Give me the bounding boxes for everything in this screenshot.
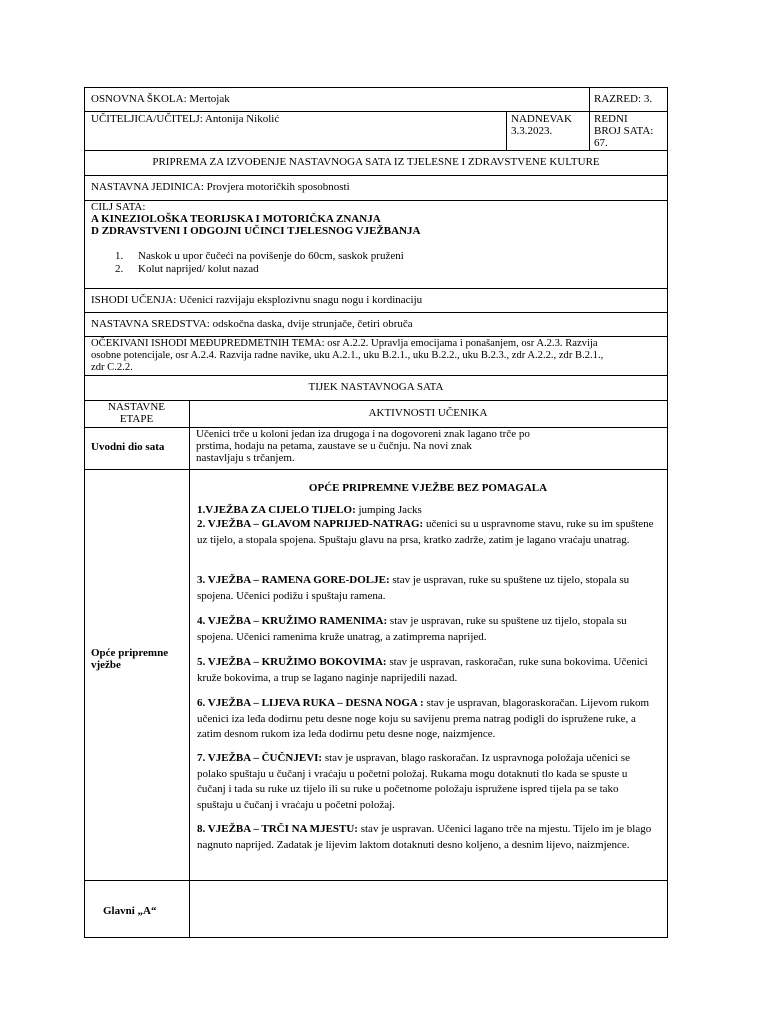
exercise-3-title: 3. VJEŽBA – RAMENA GORE-DOLJE: [197,574,390,586]
unit-label: NASTAVNA JEDINICA: [91,181,204,193]
page-title: PRIPREMA ZA IZVOĐENJE NASTAVNOGA SATA IZ TJELESNE I ZDRAVSTVENE KULTURE [152,156,600,168]
school-line [91,93,230,106]
exercise-4-title: 4. VJEŽBA – KRUŽIMO RAMENIMA: [197,615,388,627]
intro-line-1: Učenici trče u koloni jedan iza drugoga i na dogovoreni znak lagano trče po [196,428,530,440]
col-divider-stage [189,400,190,938]
cross-line-3: zdr C.2.2. [91,362,133,373]
outcomes-value: Učenici razvijaju eksplozivnu snagu nogu i kordinaciju [179,294,423,306]
intro-stage: Uvodni dio sata [91,441,165,453]
lesson-no-label-2: BROJ SATA: [594,125,654,137]
goal-item-2-num: 2. [115,263,124,275]
goal-item-1-text: Naskok u upor čučeći na povišenje do 60cm, saskok pruženi [138,250,404,262]
date-label: NADNEVAK [511,113,572,125]
exercise-8 [197,822,657,853]
school-label: OSNOVNA ŠKOLA: [91,93,187,105]
goal-item-2-text: Kolut naprijed/ kolut nazad [138,263,259,275]
exercise-2-text: učenici su u uspravnome stavu, ruke su im spuštene uz tijelo, a stopala spojena. Spuštaju glavu na prsa, kratko zadrže, zatim je lagano vraćaju unatrag. [197,518,654,546]
table-top-border [84,87,668,88]
exercise-2 [197,517,657,548]
row-divider [84,288,668,289]
row-divider [84,469,668,470]
cross-line-2: osobne potencijale, osr A.2.4. Razvija radne navike, uku A.2.1., uku B.2.1., uku B.2.2., uku B.2.3., zdr A.2.2., zdr B.2.1., [91,350,604,361]
equipment-label: NASTAVNA SREDSTVA: [91,318,210,330]
school-value: Mertojak [189,93,230,105]
lesson-no-label-1: REDNI [594,113,628,125]
exercise-3 [197,573,657,604]
exercise-7-title: 7. VJEŽBA – ČUČNJEVI: [197,752,323,764]
goal-label: CILJ SATA: [91,201,146,213]
goal-line-a: A KINEZIOLOŠKA TEORIJSKA I MOTORIČKA ZNANJA [91,213,381,225]
exercise-1-text: jumping Jacks [355,504,422,516]
flow-title: TIJEK NASTAVNOGA SATA [308,381,444,393]
stages-header-1: NASTAVNE [108,401,165,413]
outcomes-line [91,294,422,307]
exercise-2-title: 2. VJEŽBA – GLAVOM NAPRIJED-NATRAG: [197,518,424,530]
exercise-6-text: stav je uspravan, blagoraskoračan. Lijevom rukom učenici iza leđa dodirnu petu desne noge koju su savijenu prema natrag podigli do ispružene ruke, a zatim desnom rukom iza leđa dodirnu petu desne noge, naizmjence. [197,697,650,740]
row-divider [84,200,668,201]
exercise-4-text: stav je uspravan, ruke su spuštene uz tijelo, stopala su spojena. Učenici ramenima kruže unatrag, a zatimprema naprijed. [197,615,627,643]
lesson-no-value: 67. [594,137,608,149]
general-stage-2: vježbe [91,659,121,671]
outcomes-label: ISHODI UČENJA: [91,294,177,306]
grade-line [594,93,652,106]
row-divider [84,111,668,112]
exercise-3-text: stav je uspravan, ruke su spuštene uz tijelo, stopala su spojena. Učenici podižu i spuštaju ramena. [197,574,630,602]
stages-header-2: ETAPE [119,413,154,425]
exercise-4 [197,614,657,645]
table-left-border [84,87,85,938]
exercise-8-text: stav je uspravan. Učenici lagano trče na mjestu. Tijelo im je blago nagnuto naprijed. Zadatak je lijevim laktom dotaknuti desno koljeno, a desnim lijevo, naizmjence. [197,823,652,851]
row-divider [84,150,668,151]
unit-value: Provjera motoričkih sposobnosti [206,181,350,193]
equipment-line [91,318,413,331]
table-right-border [667,87,668,938]
general-heading: OPĆE PRIPREMNE VJEŽBE BEZ POMAGALA [308,482,548,494]
exercise-1 [197,504,657,516]
teacher-line [91,113,279,126]
date-value: 3.3.2023. [511,125,553,137]
exercise-1-title: 1.VJEŽBA ZA CIJELO TIJELO: [197,504,356,516]
intro-line-2: prstima, hodaju na petama, zaustave se u čučnju. Na novi znak [196,440,472,452]
main-a-stage: Glavni „A“ [103,905,157,917]
exercise-8-title: 8. VJEŽBA – TRČI NA MJESTU: [197,823,358,835]
goal-item-1-num: 1. [115,250,124,262]
intro-line-3: nastavljaju s trčanjem. [196,452,295,464]
equipment-value: odskočna daska, dvije strunjače, četiri obruča [212,318,413,330]
exercise-5-text: stav je uspravan, raskoračan, ruke suna bokovima. Učenici kruže bokovima, a trup se lagano naginje naprijedili nazad. [197,656,648,684]
general-stage-1: Opće pripremne [91,647,169,659]
exercise-5 [197,655,657,686]
teacher-value: Antonija Nikolić [204,113,280,125]
row-divider [84,312,668,313]
table-bottom-border [84,937,668,938]
grade-value: 3. [643,93,653,105]
exercise-7 [197,751,657,813]
teacher-label: UČITELJICA/UČITELJ: [91,113,203,125]
col-divider-date [506,111,507,151]
cross-line-1: OČEKIVANI ISHODI MEĐUPREDMETNIH TEMA: osr A.2.2. Upravlja emocijama i ponašanjem, osr A.2.3. Razvija [91,338,598,349]
activities-header: AKTIVNOSTI UČENIKA [368,407,488,419]
exercise-7-text: stav je uspravan, blago raskoračan. Iz uspravnoga položaja učenici se polako spuštaju u čučanj i vraćaju u početni položaj. Rukama mogu dotaknuti tlo kada se spuste u čučanj i tada su ruke uz tijelo ili su ruke u početnome položaju ispružene ispred tijela pa se tako spuštaju u čučanj i vraćaju u početni položaj. [197,752,630,811]
row-divider [84,375,668,376]
col-divider-grade [589,87,590,151]
exercise-6 [197,696,657,743]
exercise-5-title: 5. VJEŽBA – KRUŽIMO BOKOVIMA: [197,656,387,668]
row-divider [84,175,668,176]
exercise-6-title: 6. VJEŽBA – LIJEVA RUKA – DESNA NOGA : [197,697,424,709]
row-divider [84,880,668,881]
unit-line [91,181,350,194]
goal-line-d: D ZDRAVSTVENI I ODGOJNI UČINCI TJELESNOG VJEŽBANJA [91,225,421,237]
grade-label: RAZRED: [594,93,642,105]
